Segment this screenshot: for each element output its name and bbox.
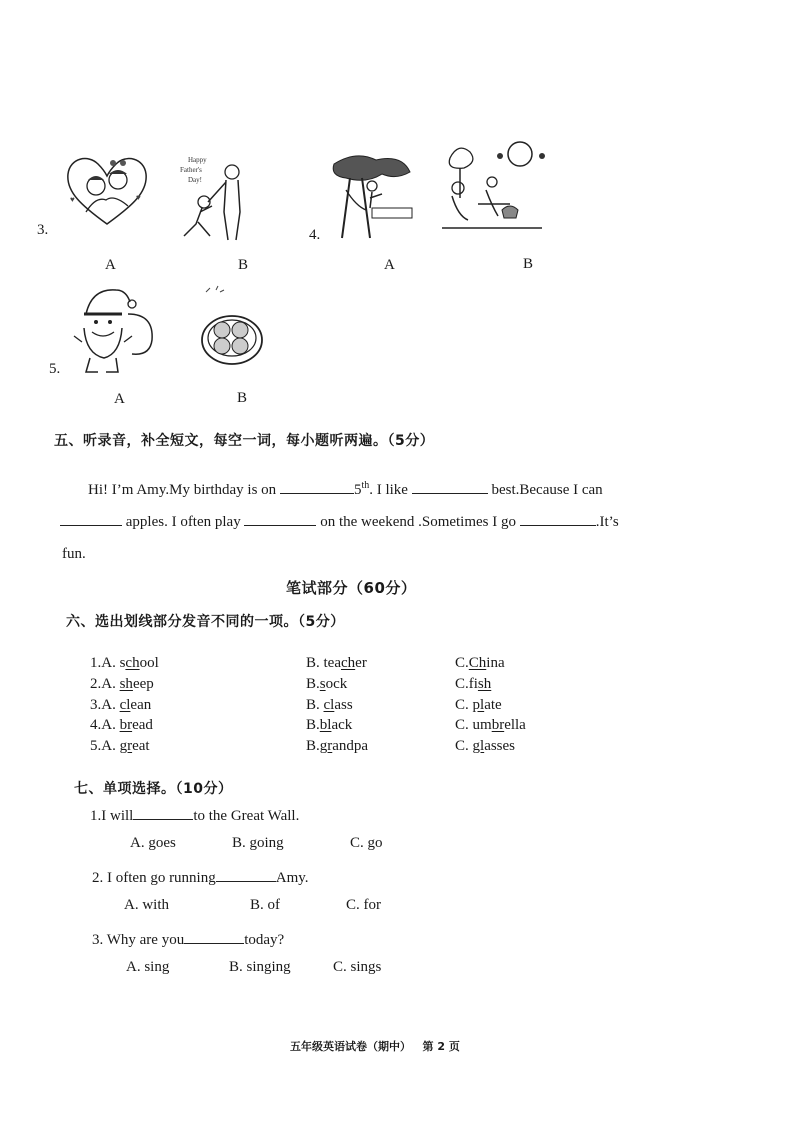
option-b-label: B (238, 257, 249, 273)
option-b-label: B (237, 390, 248, 406)
answer-blank[interactable] (280, 479, 354, 494)
choice-option[interactable]: B. going (232, 835, 284, 851)
option-a-label: A (114, 391, 125, 407)
underlined-letters: gl (472, 738, 485, 754)
answer-blank[interactable] (184, 929, 244, 944)
passage-line: fun. (62, 546, 86, 562)
choice-option[interactable]: C. for (346, 897, 381, 913)
phonics-option[interactable]: B.grandpa (306, 738, 369, 754)
passage-line: apples. I often play on the weekend .Sometimes I go .It’s (60, 511, 619, 531)
picnic-moon-icon (438, 140, 550, 236)
passage-line: Hi! I’m Amy.My birthday is on 5th. I like best.Because I can (88, 480, 603, 498)
phonics-option[interactable]: B. class (306, 697, 353, 713)
phonics-option[interactable]: B. teacher (306, 655, 367, 671)
choice-option[interactable]: B. singing (229, 959, 291, 975)
written-part-title: 笔试部分（60分） (286, 579, 417, 597)
phonics-option[interactable]: B.sock (306, 676, 348, 692)
option-a-label: A (384, 257, 395, 273)
underlined-letters: br (119, 717, 133, 733)
phonics-option[interactable]: 5.A. great (90, 738, 150, 754)
underlined-letters: ch (125, 655, 140, 671)
heart-family-icon (62, 150, 152, 228)
phonics-option[interactable]: C.China (455, 655, 505, 671)
phonics-option[interactable]: 2.A. sheep (90, 676, 154, 692)
underlined-letters: gr (319, 738, 333, 754)
underlined-letters: ch (341, 655, 356, 671)
card-text: Happy (188, 156, 207, 164)
question-stem: 2. I often go running Amy. (92, 867, 309, 887)
option-a-label: A (105, 257, 116, 273)
choice-option[interactable]: C. sings (333, 959, 382, 975)
answer-blank[interactable] (133, 805, 193, 820)
option-b-label: B (523, 256, 534, 272)
underlined-letters: Ch (468, 655, 487, 671)
underlined-letters: bl (319, 717, 332, 733)
mooncakes-icon (198, 284, 268, 374)
underlined-letters: s (319, 676, 326, 692)
phonics-option[interactable]: 3.A. clean (90, 697, 152, 713)
footer-title: 五年级英语试卷（期中） (290, 1040, 411, 1053)
tree-climbing-icon (326, 150, 416, 242)
choice-option[interactable]: A. sing (126, 959, 170, 975)
phonics-option[interactable]: C. umbrella (455, 717, 526, 733)
section-heading: 七、单项选择。（10分） (74, 781, 233, 797)
phonics-option[interactable]: C. plate (455, 697, 502, 713)
card-text: Day! (188, 176, 202, 184)
svg-text:♥: ♥ (136, 193, 141, 202)
phonics-option[interactable]: 1.A. school (90, 655, 159, 671)
section-heading: 六、选出划线部分发音不同的一项。（5分） (66, 614, 345, 630)
answer-blank[interactable] (520, 511, 596, 526)
question-number: 3. (37, 222, 49, 238)
svg-text:♥: ♥ (70, 195, 75, 204)
footer-page: 第 2 页 (422, 1040, 460, 1053)
phonics-option[interactable]: C.fish (455, 676, 492, 692)
choice-option[interactable]: A. goes (130, 835, 176, 851)
answer-blank[interactable] (216, 867, 276, 882)
answer-blank[interactable] (244, 511, 316, 526)
santa-claus-icon (72, 284, 160, 376)
answer-blank[interactable] (60, 511, 122, 526)
question-stem: 3. Why are you today? (92, 929, 284, 949)
card-text: Father's (180, 166, 202, 174)
phonics-option[interactable]: 4.A. bread (90, 717, 153, 733)
underlined-letters: gr (119, 738, 133, 754)
choice-option[interactable]: B. of (250, 897, 280, 913)
underlined-letters: br (491, 717, 505, 733)
choice-option[interactable]: C. go (350, 835, 383, 851)
fathers-day-icon (178, 152, 256, 242)
answer-blank[interactable] (412, 479, 488, 494)
underlined-letters: cl (119, 697, 131, 713)
page-footer (290, 1038, 460, 1054)
choice-option[interactable]: A. with (124, 897, 169, 913)
underlined-letters: cl (323, 697, 335, 713)
phonics-option[interactable]: C. glasses (455, 738, 516, 754)
phonics-option[interactable]: B.black (306, 717, 353, 733)
question-number: 5. (49, 361, 61, 377)
underlined-letters: sh (119, 676, 133, 692)
underlined-letters: sh (477, 676, 492, 692)
section-heading: 五、听录音，补全短文，每空一词，每小题听两遍。（5分） (54, 433, 435, 449)
underlined-letters: pl (472, 697, 485, 713)
question-stem: 1.I will to the Great Wall. (90, 805, 299, 825)
question-number: 4. (309, 227, 321, 243)
